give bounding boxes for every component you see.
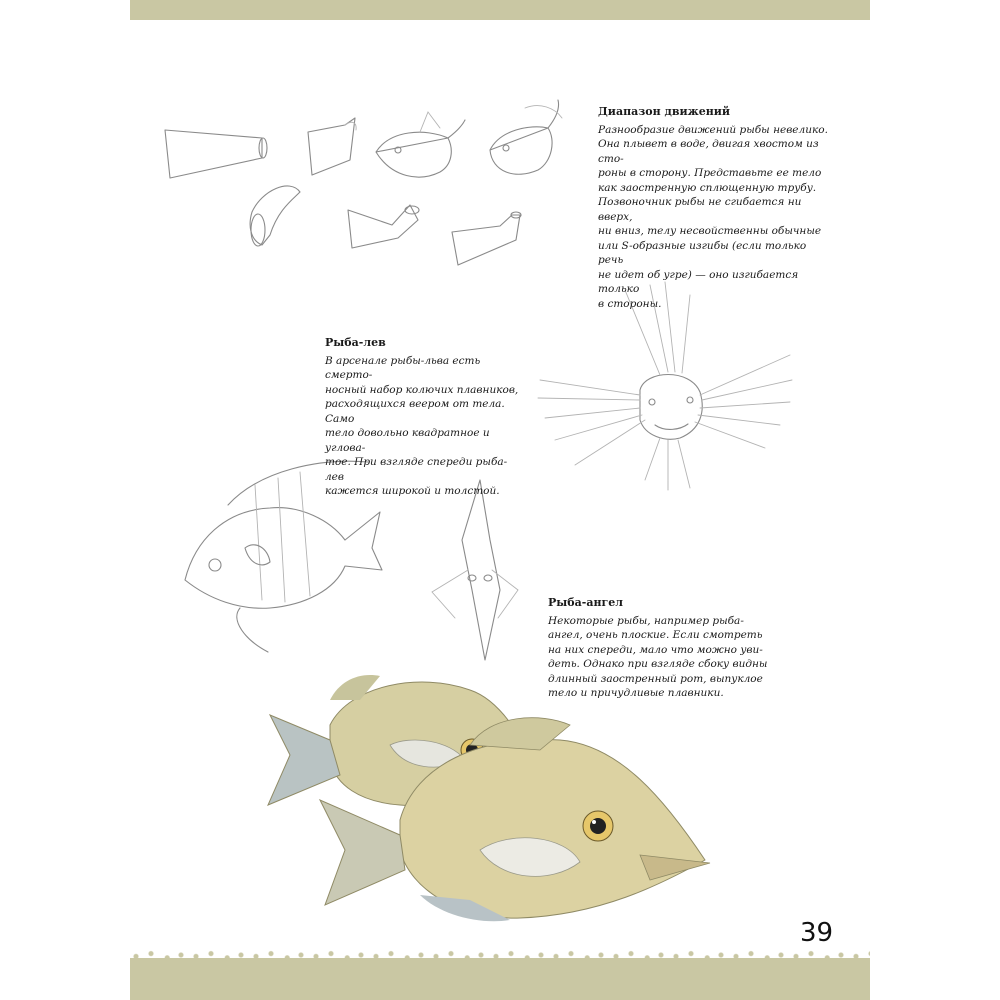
section-body: Разнообразие движений рыбы невелико. Она плывет в воде, двигая хвостом из сто- роны в сторону. Представьте ее тело как заостренную сплющенную трубу. Позвоночник рыбы не сгибается ни вверх, ни вниз, телу несвойственны обычные или S-образные изгибы (если только речь не идет об угре) — оно изгибается только в стороны.	[598, 123, 828, 310]
section-body: В арсенале рыбы-льва есть смерто- носный набор колючих плавников, расходящихся веером от тела. Само тело довольно квадратное и углова- тое. При взгляде спереди рыба-лев кажется широкой и толстой.	[325, 354, 519, 497]
section-title: Рыба-ангел	[548, 596, 624, 609]
angelfish-front-sketch	[432, 480, 518, 660]
lionfish-front-sketch	[538, 282, 792, 490]
tube-sketch-bent-tail	[308, 118, 356, 175]
section-title: Диапазон движений	[598, 105, 731, 118]
fish-sketch-small-1	[376, 112, 465, 177]
tube-sketch-l-shape	[348, 205, 419, 248]
tube-sketch-upturn	[452, 212, 521, 265]
page-number: 39	[800, 918, 834, 948]
section-range-of-motion	[598, 105, 828, 311]
section-title: Рыба-лев	[325, 336, 386, 349]
fish-sketch-small-2	[490, 100, 562, 174]
tube-sketch-curl	[250, 186, 300, 246]
section-body: Некоторые рыбы, например рыба- ангел, очень плоские. Если смотреть на них спереди, мало что можно уви- деть. Однако при взгляде сбоку видны длинный заостренный рот, выпуклое тело и причудливые плавники.	[548, 614, 768, 699]
section-lionfish	[325, 336, 525, 499]
section-angelfish	[548, 596, 768, 701]
tube-sketch-straight	[165, 130, 267, 178]
